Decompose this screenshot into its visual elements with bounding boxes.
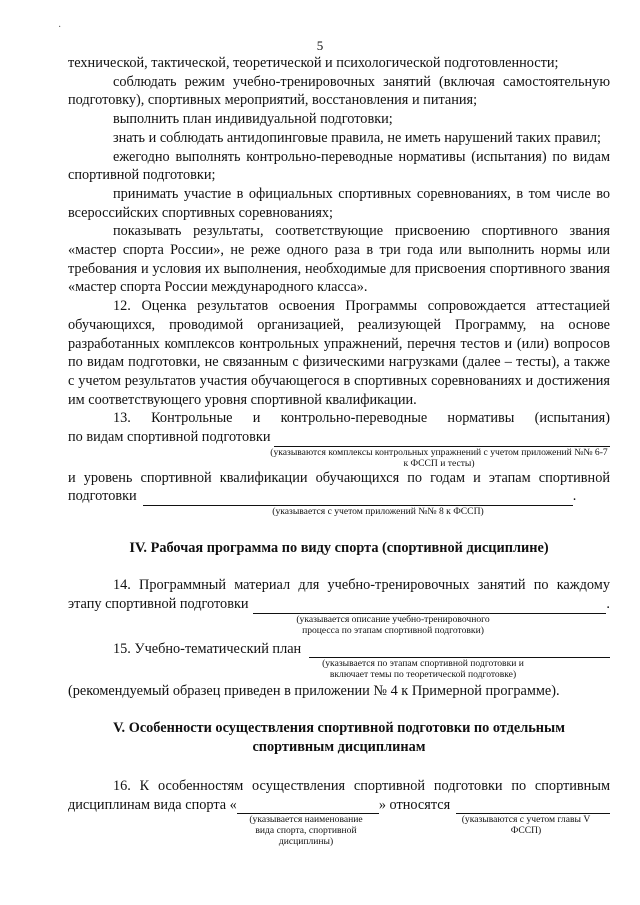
fill-in-row	[68, 595, 610, 614]
label: дисциплинам вида спорта «	[68, 796, 237, 813]
blank-line	[274, 433, 610, 447]
page-number: 5	[316, 38, 324, 53]
period: .	[572, 488, 577, 505]
paragraph: технической, тактической, теоретической и психологической подготовленности;	[68, 55, 559, 71]
footnote: (указывается по этапам спортивной подготовки и включает темы по теоретической подготовке)	[322, 658, 524, 681]
label: подготовки	[68, 488, 137, 505]
fill-in-row	[68, 796, 610, 815]
label: этапу спортивной подготовки	[68, 595, 249, 612]
paragraph: соблюдать режим учебно-тренировочных занятий (включая самостоятельную подготовку), спортивных мероприятий, восстановления и питания;	[68, 73, 610, 109]
blank-line	[253, 600, 607, 614]
paragraph-16: 16. К особенностям осуществления спортивной подготовки по спортивным	[113, 777, 610, 794]
section-heading: спортивным дисциплинам	[252, 738, 426, 755]
document-body	[68, 54, 610, 847]
paragraph: принимать участие в официальных спортивных соревнованиях, в том числе во всероссийских спортивных соревнованиях;	[68, 185, 610, 221]
footnotes-row	[68, 814, 610, 847]
section-heading: IV. Рабочая программа по виду спорта (спортивной дисциплине)	[129, 540, 549, 557]
period: .	[606, 595, 610, 612]
paragraph-14: 14. Программный материал для учебно-тренировочных занятий по каждому	[113, 577, 610, 594]
paragraph: выполнить план индивидуальной подготовки;	[113, 111, 393, 128]
section-heading: V. Особенности осуществления спортивной подготовки по отдельным	[113, 719, 565, 736]
paragraph: (рекомендуемый образец приведен в приложении № 4 к Примерной программе).	[68, 683, 560, 700]
paragraph: и уровень спортивной квалификации обучающихся по годам и этапам спортивной	[68, 469, 610, 486]
label: » относятся	[378, 796, 451, 813]
paragraph: ежегодно выполнять контрольно-переводные нормативы (испытания) по видам спортивной подготовки;	[68, 148, 610, 184]
footnote: (указывается наименование вида спорта, спортивной дисциплины)	[249, 814, 363, 848]
blank-line	[309, 644, 610, 658]
fill-in-row	[68, 487, 610, 506]
blank-line	[143, 492, 573, 506]
paragraph-13: 13. Контрольные и контрольно-переводные нормативы (испытания)	[113, 410, 610, 427]
footnote: (указываются комплексы контрольных упражнений с учетом приложений №№ 6-7 к ФССП и тесты)	[270, 446, 608, 469]
paragraph: показывать результаты, соответствующие присвоению спортивного звания «мастер спорта России», не реже одного раза в три года или выполнить нормы или требования и условия их выполнения, необходимые для присвоения спортивного звания «мастер спорта России международного класса».	[68, 223, 610, 296]
footnote: (указывается описание учебно-тренировочного процесса по этапам спортивной подготовки)	[296, 613, 490, 636]
blank-line	[237, 800, 379, 814]
fill-in-row	[68, 640, 610, 659]
label: по видам спортивной подготовки	[68, 429, 271, 446]
fill-in-row	[68, 428, 610, 447]
scan-mark: ·	[58, 22, 62, 33]
paragraph: знать и соблюдать антидопинговые правила, не иметь нарушений таких правил;	[113, 129, 601, 146]
paragraph-12: 12. Оценка результатов освоения Программы сопровождается аттестацией обучающихся, проводимой организацией, реализующей Программу, на основе разработанных комплексов контрольных упражнений, перечня тестов и (или) вопросов по видам подготовки, не связанным с физическими нагрузками (далее – тесты), а также с учетом результатов участия обучающегося в спортивных соревнованиях и достижения им соответствующего уровня спортивной квалификации.	[68, 298, 610, 408]
footnote: (указываются с учетом главы V ФССП)	[461, 814, 591, 837]
footnote: (указывается с учетом приложений №№ 8 к ФССП)	[272, 506, 484, 518]
blank-line	[456, 800, 610, 814]
label: 15. Учебно-тематический план	[113, 640, 302, 657]
